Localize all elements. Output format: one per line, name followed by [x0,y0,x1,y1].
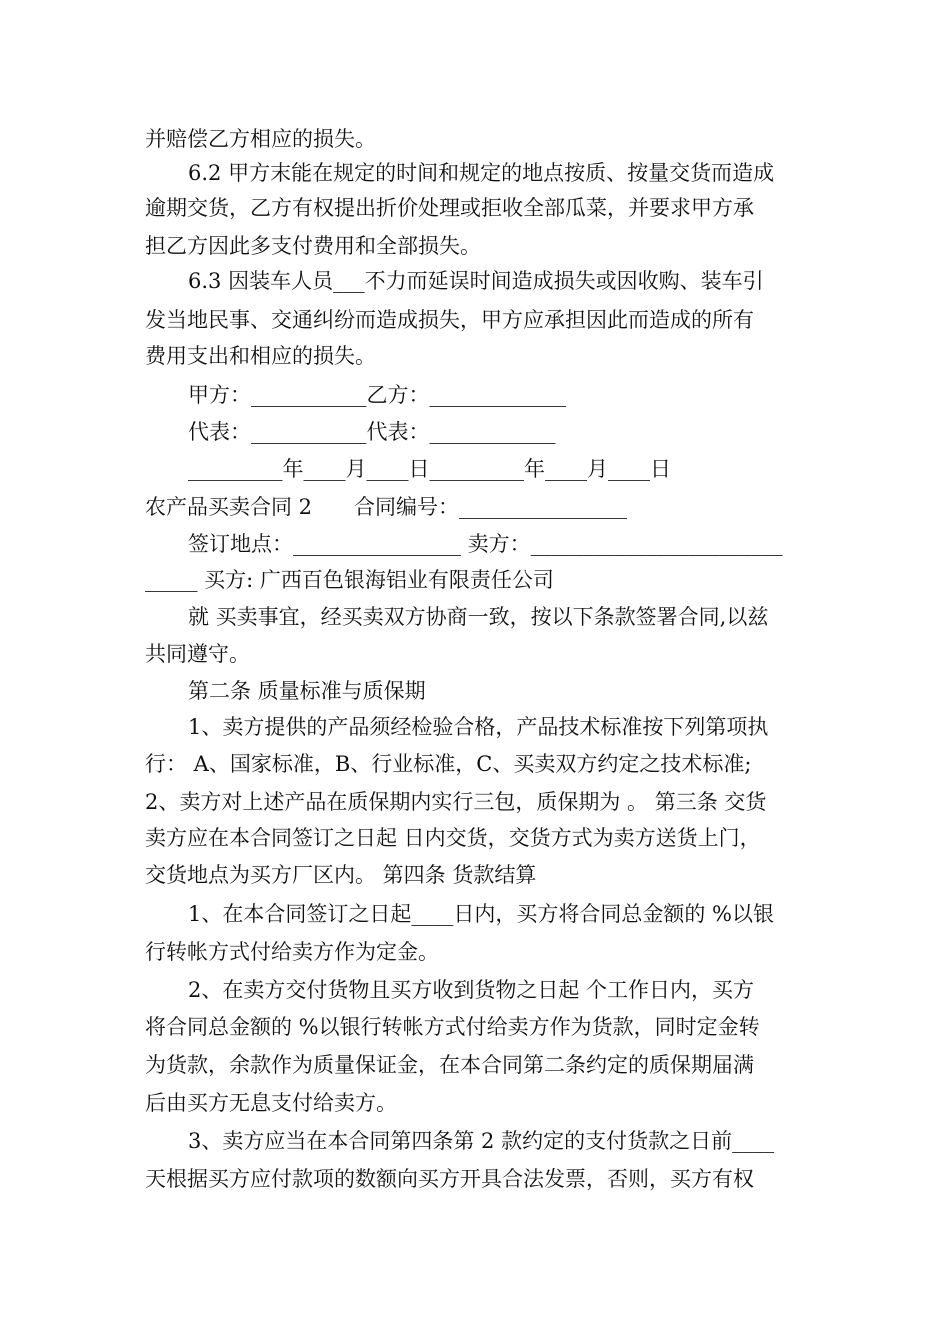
text-line: 1、在本合同签订之日起____日内，买方将合同总金额的 %以银 [188,902,774,926]
text-line: 代表：___________代表：____________ [188,420,556,444]
text-line: 担乙方因此多支付费用和全部损失。 [145,234,481,258]
text-line: 1、卖方提供的产品须经检验合格，产品技术标准按下列第项执 [188,715,769,739]
text-line: 卖方应在本合同签订之日起 日内交货，交货方式为卖方送货上门， [145,826,761,850]
text-line: 共同遵守。 [145,642,250,666]
text-line: 第二条 质量标准与质保期 [188,679,426,703]
text-line: 2、卖方对上述产品在质保期内实行三包，质保期为 。 第三条 交货 [145,790,767,814]
text-line: 6.2 甲方末能在规定的时间和规定的地点按质、按量交货而造成 [188,161,775,185]
text-line: 农产品买卖合同 2 合同编号：________________ [145,495,628,519]
text-line: 行转帐方式付给卖方作为定金。 [145,940,439,964]
text-line: _________年____月____日_________年____月____日 [188,457,671,481]
text-line: 甲方：___________乙方：_____________ [188,383,566,407]
text-line: 逾期交货，乙方有权提出折价处理或拒收全部瓜菜，并要求甲方承 [145,196,754,220]
text-line: 行： A、国家标准，B、行业标准，C、买卖双方约定之技术标准; [145,752,752,776]
text-line: _____ 买方: 广西百色银海铝业有限责任公司 [145,568,554,592]
text-line: 交货地点为买方厂区内。 第四条 货款结算 [145,863,537,887]
text-line: 并赔偿乙方相应的损失。 [145,127,376,151]
text-line: 将合同总金额的 %以银行转帐方式付给卖方作为货款，同时定金转 [145,1015,760,1039]
text-line: 3、卖方应当在本合同第四条第 2 款约定的支付货款之日前____ [188,1129,775,1153]
text-line: 后由买方无息支付给卖方。 [145,1091,397,1115]
text-line: 发当地民事、交通纠纷而造成损失，甲方应承担因此而造成的所有 [145,308,754,332]
text-line: 天根据买方应付款项的数额向买方开具合法发票，否则，买方有权 [145,1167,754,1191]
text-line: 6.3 因装车人员___不力而延误时间造成损失或因收购、装车引 [188,269,764,293]
text-line: 为货款，余款作为质量保证金，在本合同第二条约定的质保期届满 [145,1053,754,1077]
text-line: 2、在卖方交付货物且买方收到货物之日起 个工作日内，买方 [188,978,755,1002]
text-line: 就 买卖事宜，经买卖双方协商一致，按以下条款签署合同,以兹 [188,605,769,629]
text-line: 签订地点：________________ 卖方：________________________ [188,532,783,556]
text-line: 费用支出和相应的损失。 [145,344,376,368]
